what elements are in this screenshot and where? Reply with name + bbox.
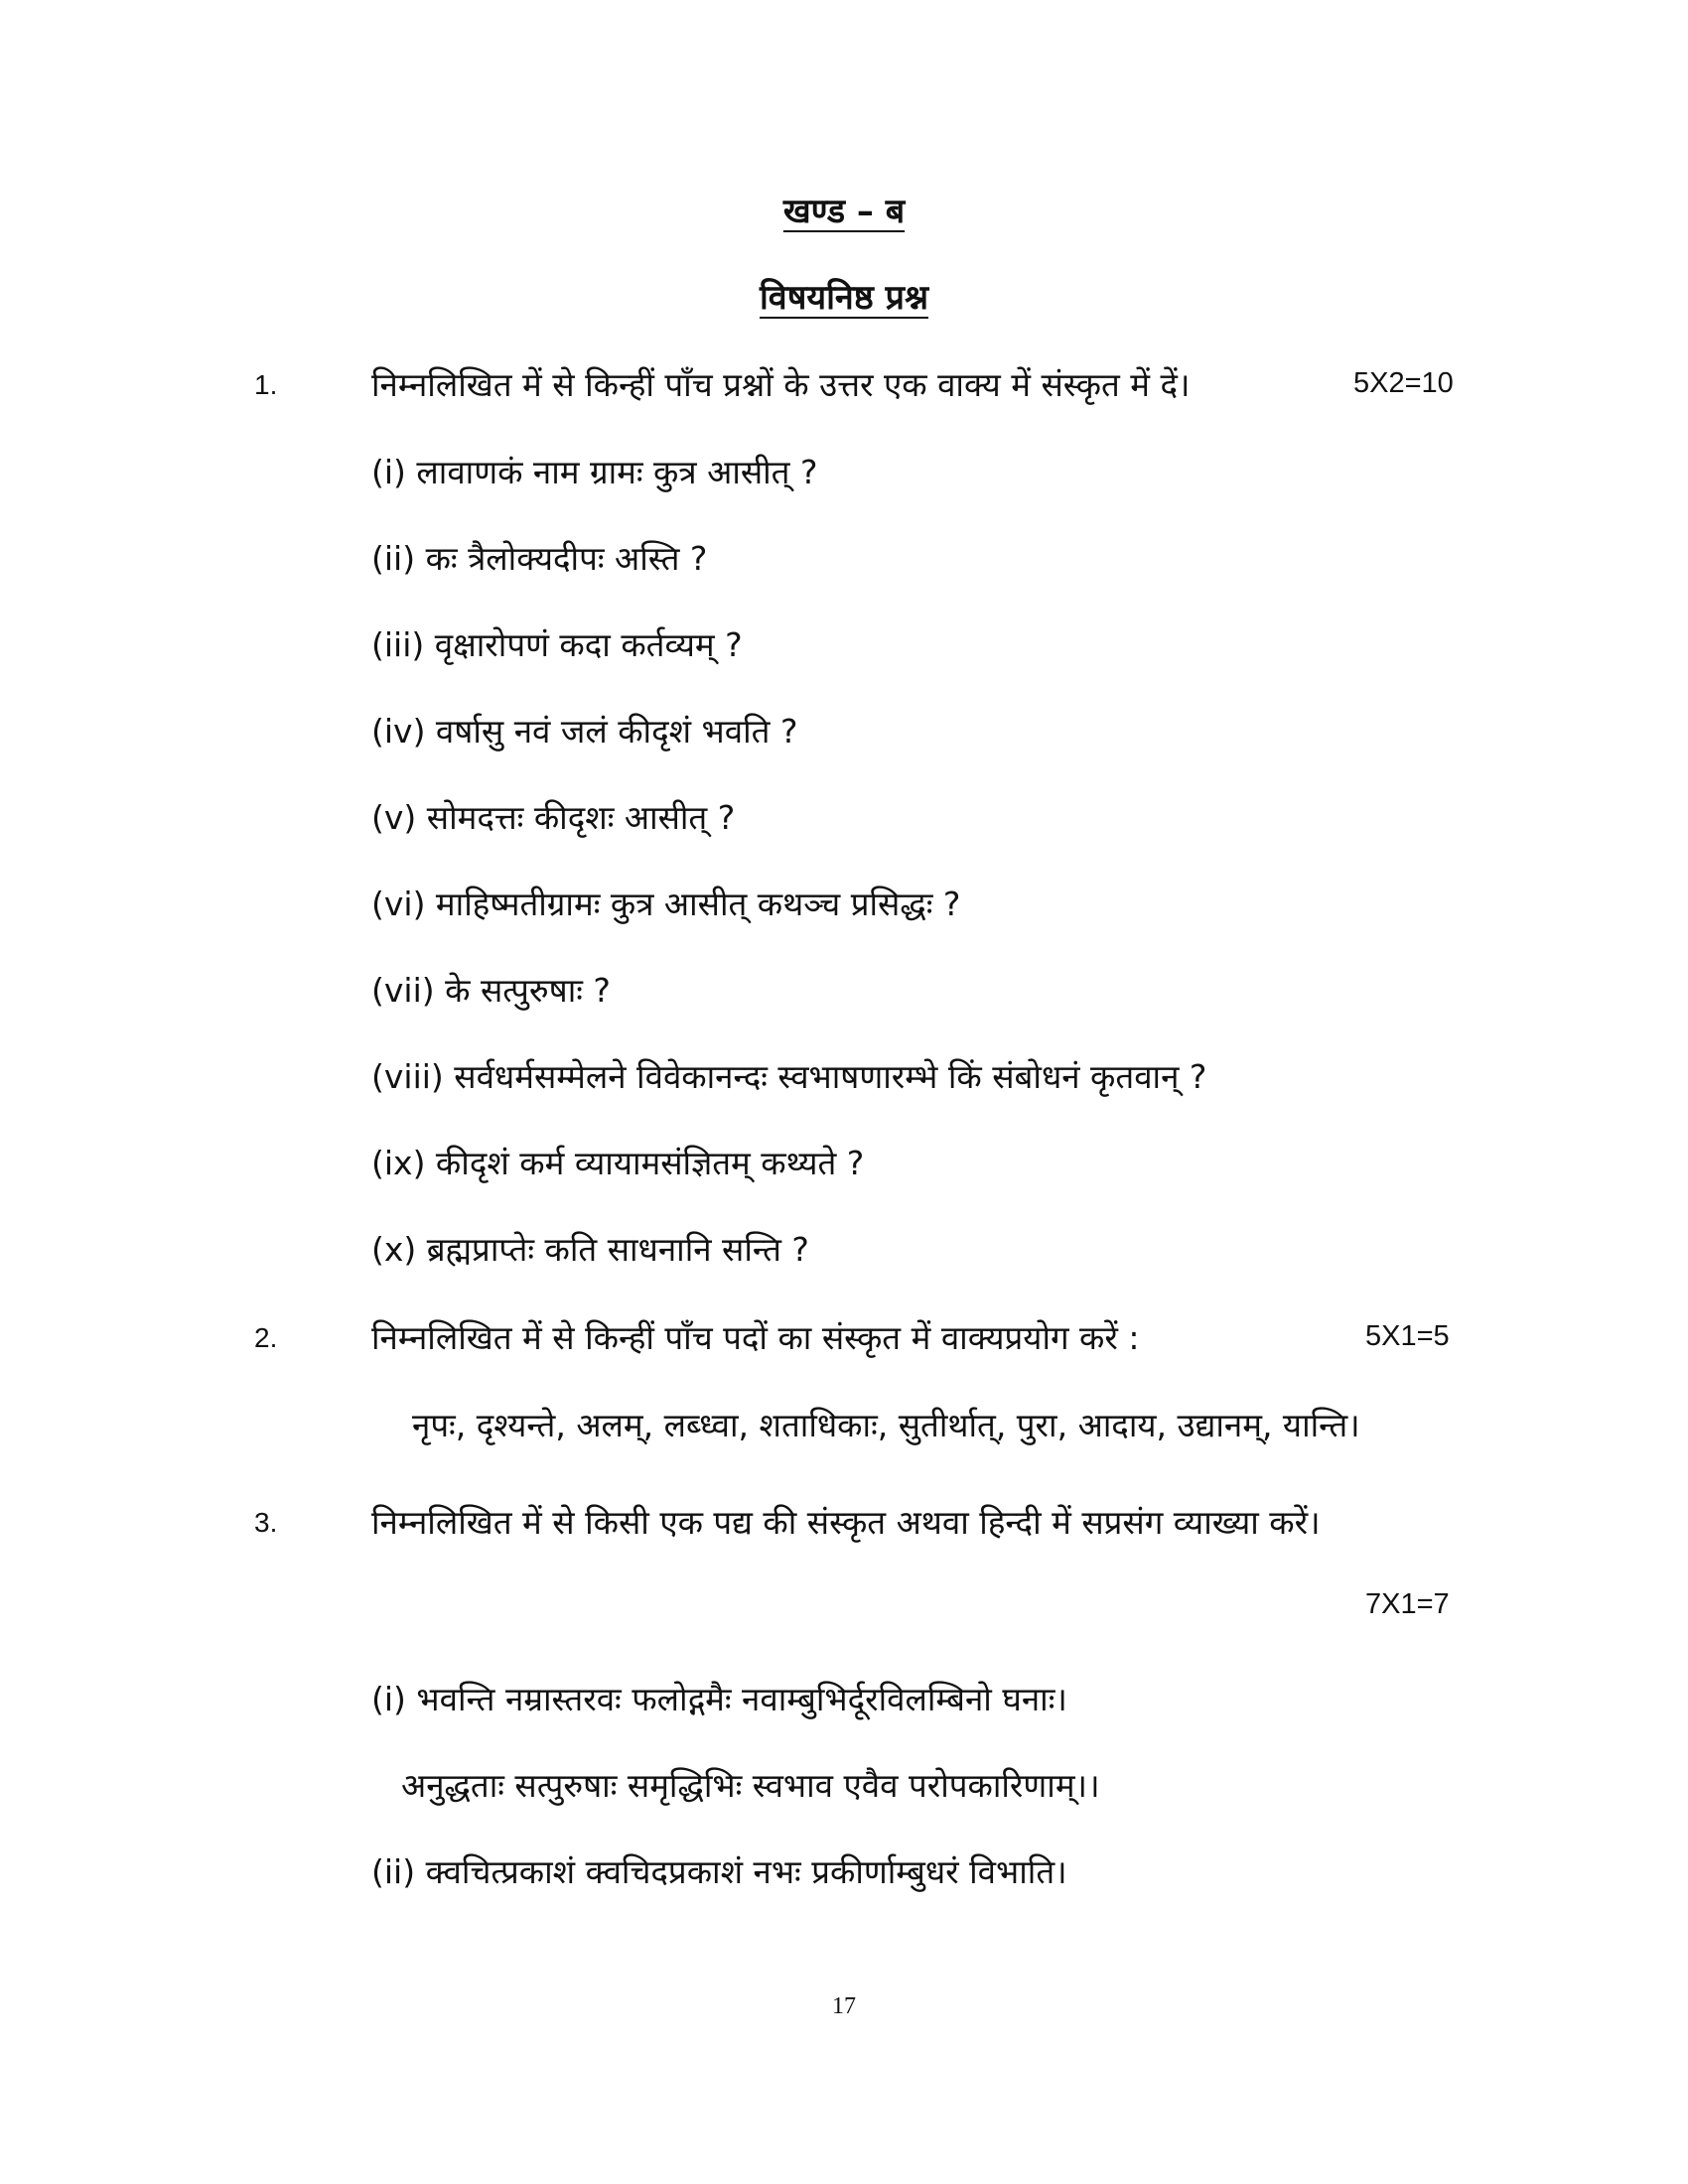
question-1-item-7: (vii) के सत्पुरुषाः ? xyxy=(371,971,611,1010)
question-2-word-list: नृपः, दृश्यन्ते, अलम्, लब्ध्वा, शताधिकाः, सुतीर्थात्, पुरा, आदाय, उद्यानम्, यान्ति। xyxy=(412,1406,1360,1444)
question-1-number: 1. xyxy=(254,369,278,400)
question-1-item-1: (i) लावाणकं नाम ग्रामः कुत्र आसीत् ? xyxy=(371,453,818,491)
question-1-item-5: (v) सोमदत्तः कीदृशः आसीत् ? xyxy=(371,798,736,837)
question-1-item-2: (ii) कः त्रैलोक्यदीपः अस्ति ? xyxy=(371,539,708,578)
question-1-text: निम्नलिखित में से किन्हीं पाँच प्रश्नों के उत्तर एक वाक्य में संस्कृत में दें। xyxy=(371,365,1191,404)
question-1-item-9: (ix) कीदृशं कर्म व्यायामसंज्ञितम् कथ्यते ? xyxy=(371,1144,865,1182)
question-1-item-10: (x) ब्रह्मप्राप्तेः कति साधनानि सन्ति ? xyxy=(371,1230,809,1269)
question-3-number: 3. xyxy=(254,1507,278,1538)
question-2-number: 2. xyxy=(254,1322,278,1353)
question-1-item-3: (iii) वृक्षारोपणं कदा कर्तव्यम् ? xyxy=(371,625,743,664)
question-3-verse-1-line-2: अनुद्धताः सत्पुरुषाः समृद्धिभिः स्वभाव एवैव परोपकारिणाम्।। xyxy=(401,1766,1100,1805)
question-3-text: निम्नलिखित में से किसी एक पद्य की संस्कृत अथवा हिन्दी में सप्रसंग व्याख्या करें। xyxy=(371,1503,1321,1542)
question-3-verse-1-line-1: (i) भवन्ति नम्रास्तरवः फलोद्गमैः नवाम्बुभिर्दूरविलम्बिनो घनाः। xyxy=(371,1680,1067,1718)
page-number: 17 xyxy=(832,1993,856,2019)
section-subtitle: विषयनिष्ठ प्रश्न xyxy=(759,278,928,318)
question-2-marks: 5X1=5 xyxy=(1365,1320,1450,1352)
question-2-text: निम्नलिखित में से किन्हीं पाँच पदों का संस्कृत में वाक्यप्रयोग करें : xyxy=(371,1318,1140,1357)
question-1-item-8: (viii) सर्वधर्मसम्मेलने विवेकानन्दः स्वभाषणारम्भे किं संबोधनं कृतवान् ? xyxy=(371,1057,1207,1096)
question-3-verse-2-line-1: (ii) क्वचित्प्रकाशं क्वचिदप्रकाशं नभः प्रकीर्णाम्बुधरं विभाति। xyxy=(371,1852,1067,1891)
question-3-marks: 7X1=7 xyxy=(1365,1588,1450,1620)
question-1-item-4: (iv) वर्षासु नवं जलं कीदृशं भवति ? xyxy=(371,712,798,751)
question-1-item-6: (vi) माहिष्मतीग्रामः कुत्र आसीत् कथञ्च प्रसिद्धः ? xyxy=(371,885,961,923)
question-1-marks: 5X2=10 xyxy=(1353,367,1454,399)
section-title: खण्ड – ब xyxy=(782,192,906,231)
